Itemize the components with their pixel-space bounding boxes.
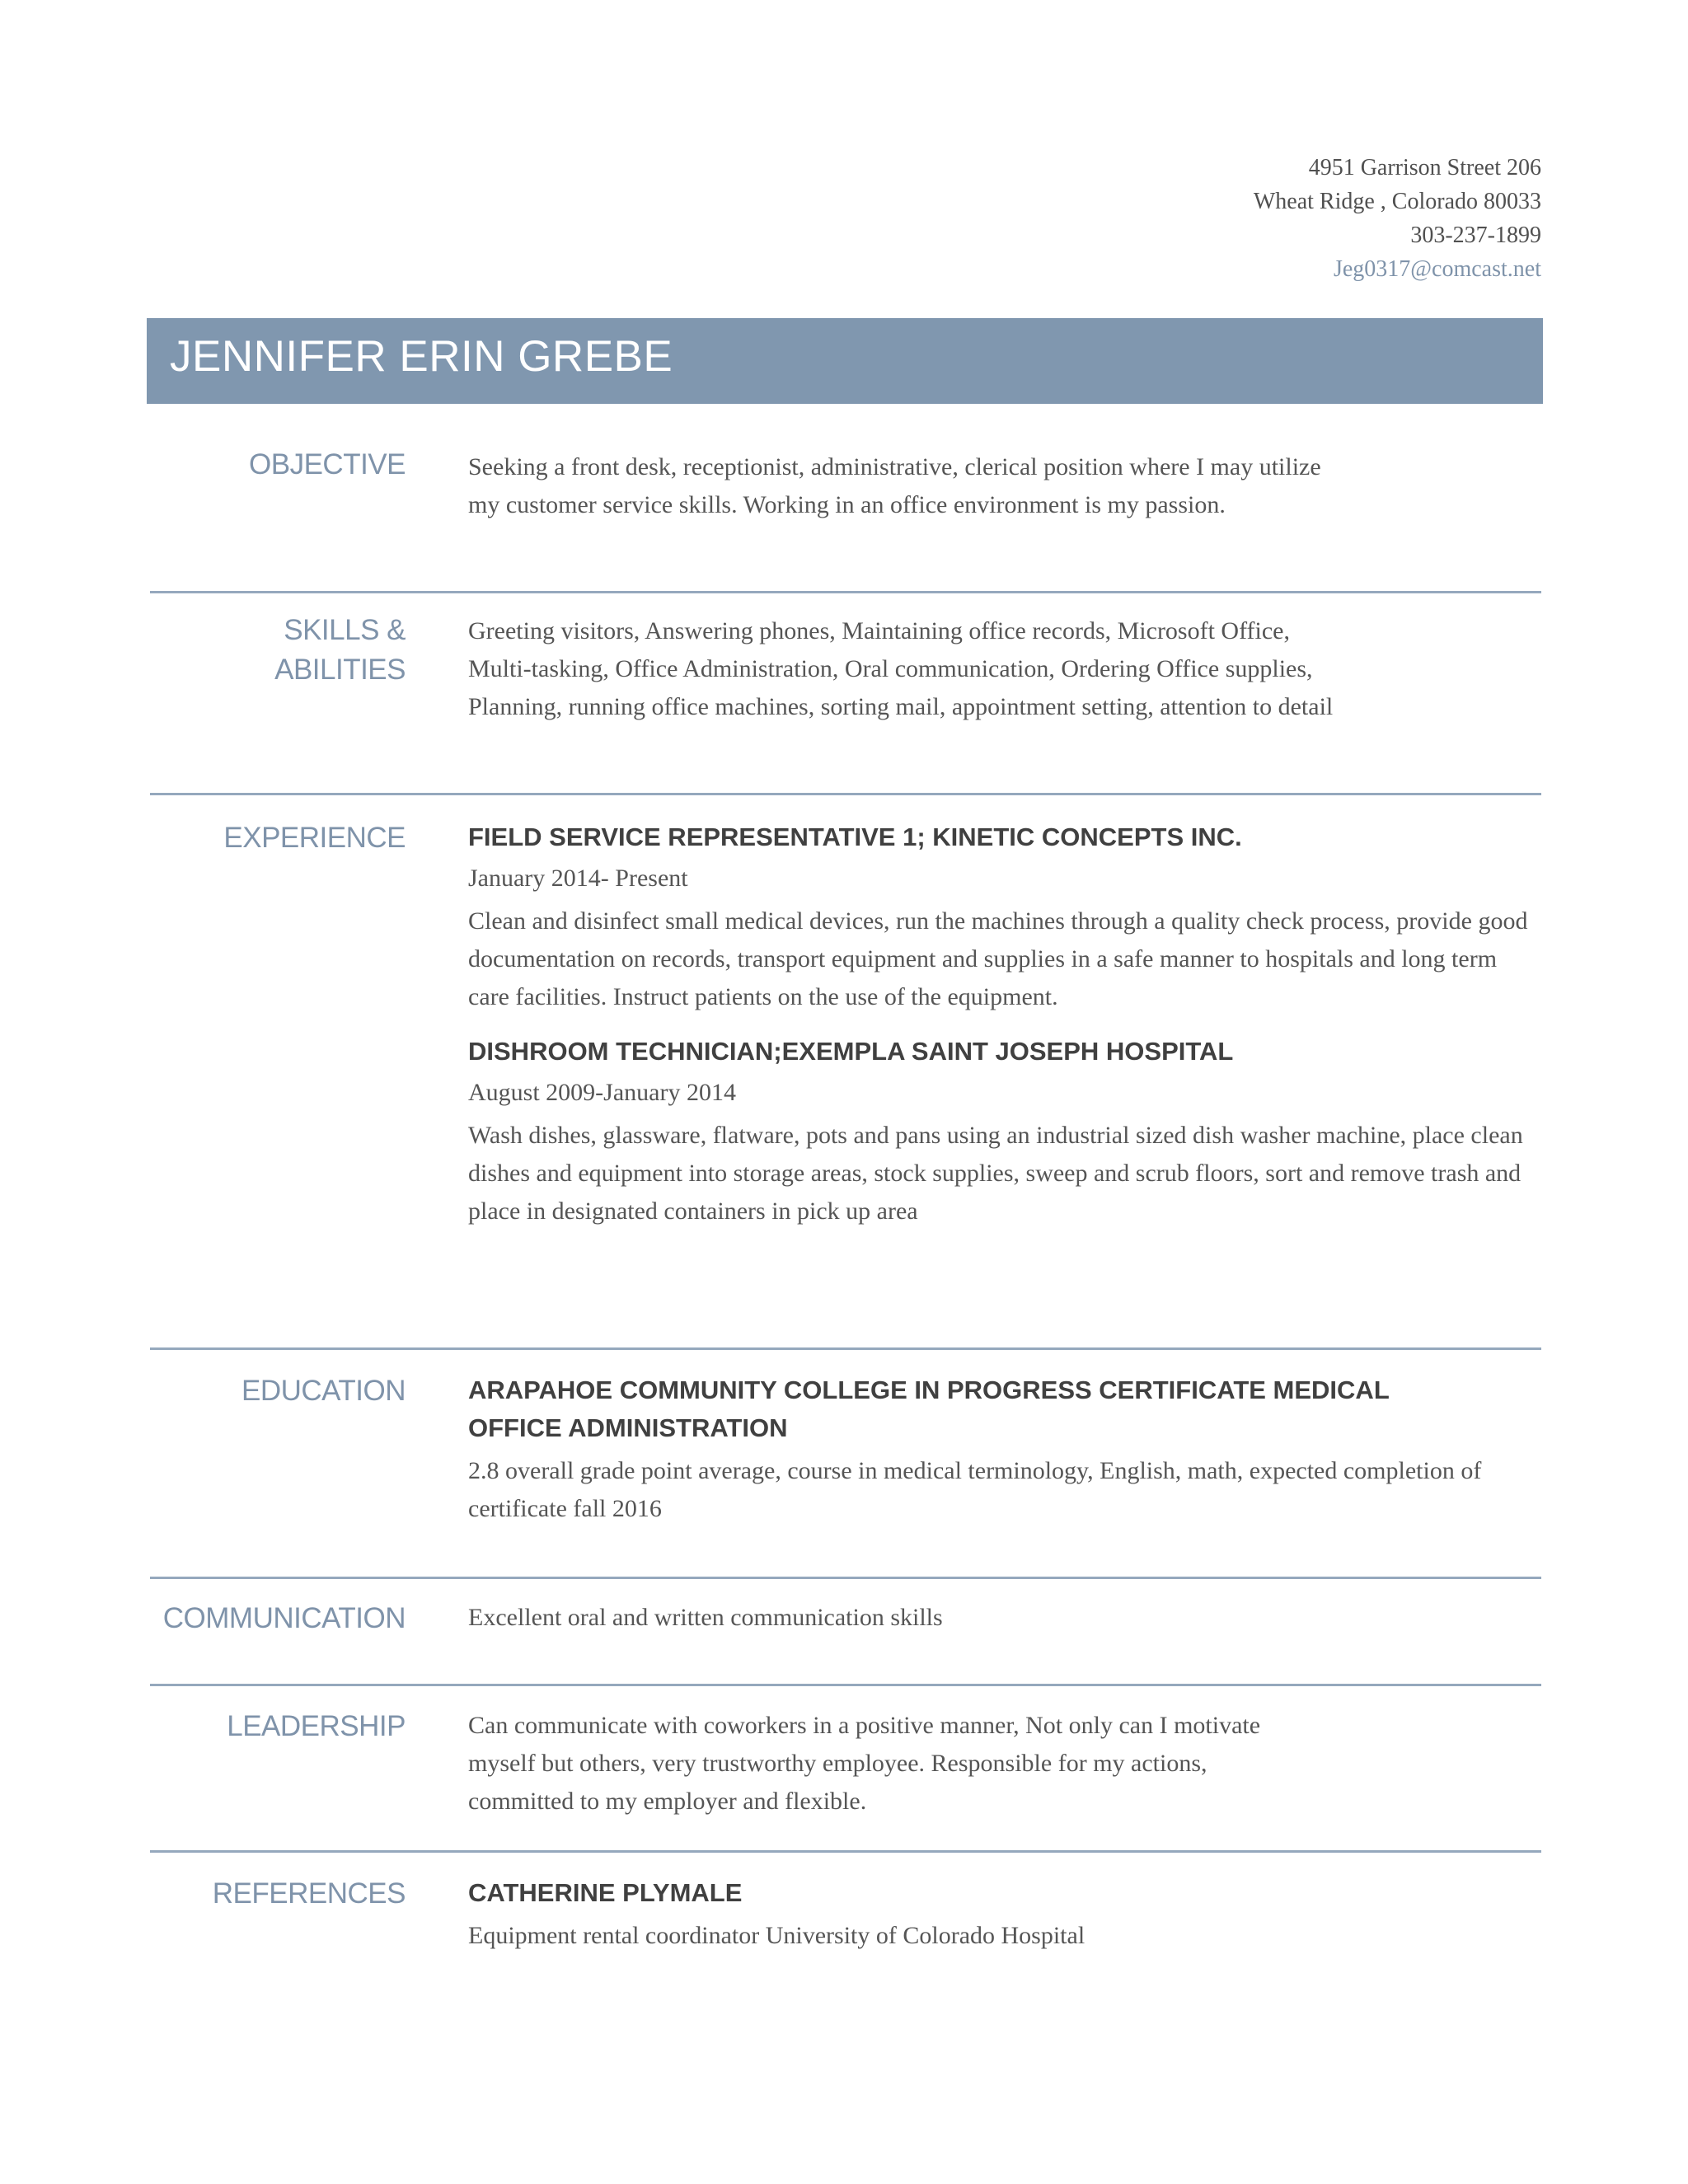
section-divider xyxy=(150,1850,1541,1853)
skills-text: Greeting visitors, Answering phones, Maintaining office records, Microsoft Office, Multi-tasking, Office Administration, Oral communication, Ordering Office supplies, Planning, running office machines, sorting mail, appointment setting, attention to detail xyxy=(468,617,1334,720)
contact-phone: 303-237-1899 xyxy=(1410,223,1541,248)
job-dates: August 2009-January 2014 xyxy=(468,1079,736,1106)
contact-block xyxy=(1254,151,1541,286)
section-divider xyxy=(150,793,1541,795)
job-title: DISHROOM TECHNICIAN;EXEMPLA SAINT JOSEPH HOSPITAL xyxy=(468,1037,1234,1066)
contact-city: Wheat Ridge , Colorado 80033 xyxy=(1253,189,1541,214)
leadership-section xyxy=(150,1707,1541,1847)
section-divider xyxy=(150,1684,1541,1686)
job-entry xyxy=(468,1033,1540,1230)
experience-section xyxy=(150,818,1541,1280)
job-description: Wash dishes, glassware, flatware, pots and pans using an industrial sized dish washer machine, place clean dishes and equipment into storage areas, stock supplies, sweep and scrub floors, sort and remove trash and place in designated containers in pick up area xyxy=(468,1122,1523,1225)
communication-label: COMMUNICATION xyxy=(162,1602,406,1634)
education-title: ARAPAHOE COMMUNITY COLLEGE IN PROGRESS CERTIFICATE MEDICAL OFFICE ADMINISTRATION xyxy=(468,1376,1390,1442)
communication-text: Excellent oral and written communication skills xyxy=(468,1604,943,1631)
leadership-label: LEADERSHIP xyxy=(227,1710,406,1742)
contact-street: 4951 Garrison Street 206 xyxy=(1308,155,1541,180)
experience-label: EXPERIENCE xyxy=(223,822,406,854)
objective-text: Seeking a front desk, receptionist, administrative, clerical position where I may utilize my customer service skills. Working in an office environment is my passion. xyxy=(468,453,1321,518)
section-divider xyxy=(150,1577,1541,1579)
objective-section xyxy=(150,445,1541,585)
job-entry xyxy=(468,818,1540,1016)
section-divider xyxy=(150,1347,1541,1350)
education-text: 2.8 overall grade point average, course in medical terminology, English, math, expected completion of certificate fall 2016 xyxy=(468,1457,1482,1522)
education-label: EDUCATION xyxy=(241,1375,406,1407)
education-section xyxy=(150,1371,1541,1553)
reference-name: CATHERINE PLYMALE xyxy=(468,1878,743,1907)
skills-section xyxy=(150,611,1541,792)
skills-label-line2: ABILITIES xyxy=(274,654,406,686)
leadership-text: Can communicate with coworkers in a positive manner, Not only can I motivate myself but others, very trustworthy employee. Responsible for my actions, committed to my employer and flexible. xyxy=(468,1712,1261,1815)
section-divider xyxy=(150,591,1541,593)
job-dates: January 2014- Present xyxy=(468,865,688,892)
applicant-name: JENNIFER ERIN GREBE xyxy=(170,332,673,381)
job-description: Clean and disinfect small medical devices, run the machines through a quality check process, provide good documentation on records, transport equipment and supplies in a safe manner to hospitals and long term care facilities. Instruct patients on the use of the equipment. xyxy=(468,907,1528,1010)
skills-label-line1: SKILLS & xyxy=(284,614,406,646)
skills-label xyxy=(150,611,406,690)
communication-section xyxy=(150,1599,1541,1665)
name-banner xyxy=(147,318,1543,404)
references-label: REFERENCES xyxy=(212,1877,406,1910)
objective-label: OBJECTIVE xyxy=(249,448,406,480)
contact-email[interactable]: Jeg0317@comcast.net xyxy=(1333,256,1541,282)
job-title: FIELD SERVICE REPRESENTATIVE 1; KINETIC CONCEPTS INC. xyxy=(468,823,1242,851)
reference-text: Equipment rental coordinator University of Colorado Hospital xyxy=(468,1922,1085,1949)
references-section xyxy=(150,1874,1541,1973)
